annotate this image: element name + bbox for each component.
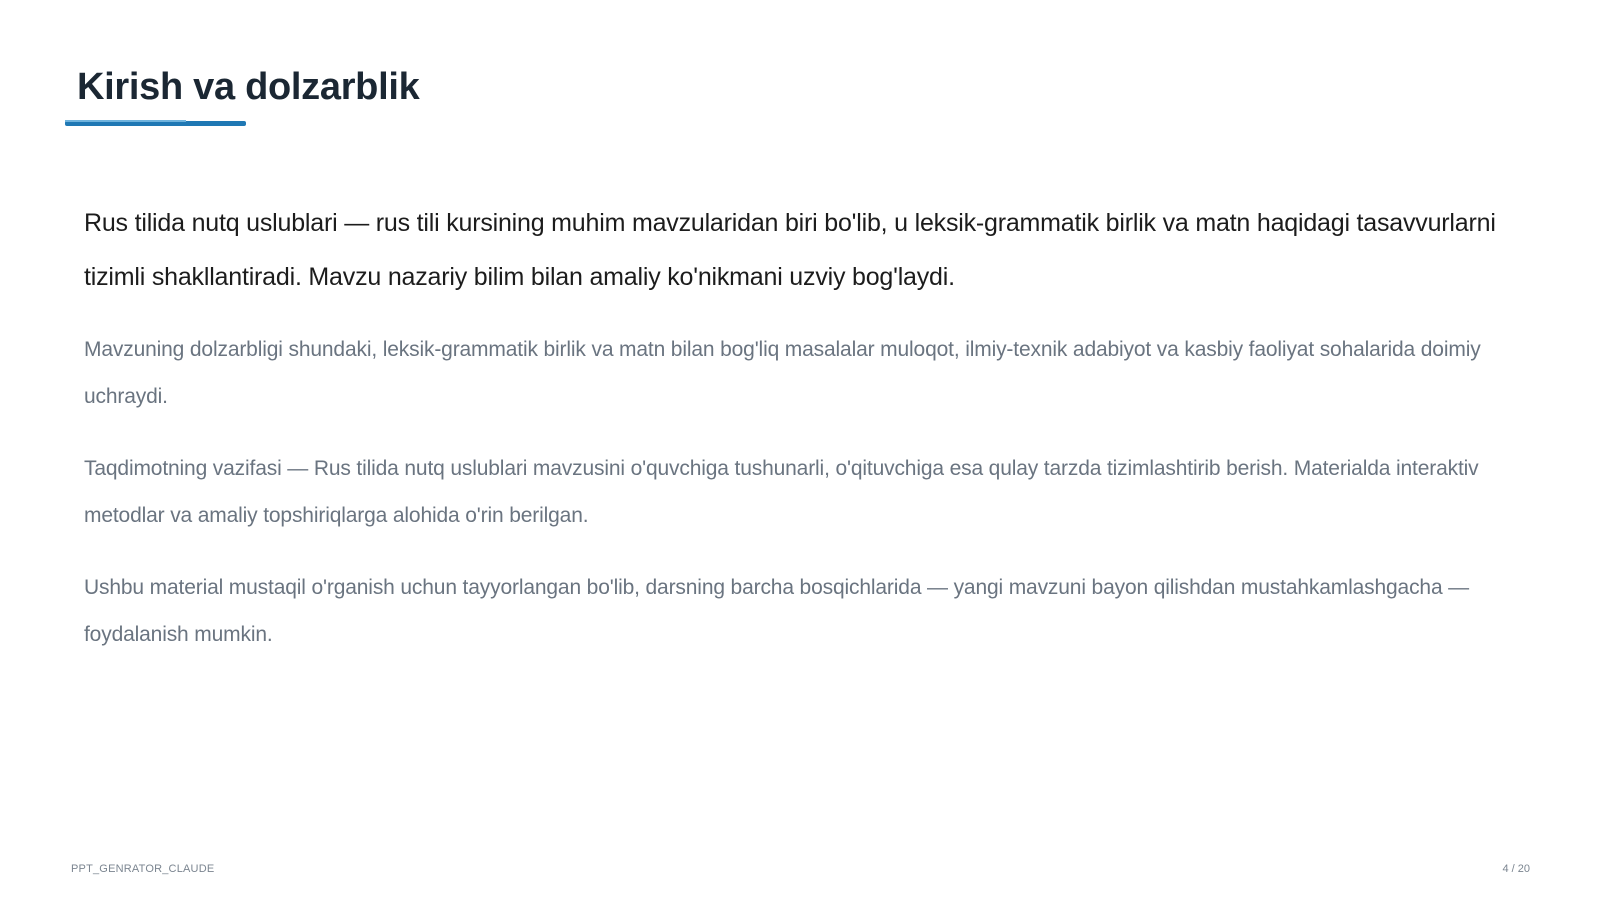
page-number: 4 / 20: [1502, 863, 1530, 875]
body-paragraph-usage: Ushbu material mustaqil o'rganish uchun tayyorlangan bo'lib, darsning barcha bosqichlarida — yangi mavzuni bayon qilishdan mustahkamlashgacha — foydalanish mumkin.: [84, 576, 1470, 646]
footer-source-label: PPT_GENRATOR_CLAUDE: [71, 863, 215, 875]
body-paragraph-relevance: Mavzuning dolzarbligi shundaki, leksik-grammatik birlik va matn bilan bog'liq masalalar muloqot, ilmiy-texnik adabiyot va kasbiy faoliyat sohalarida doimiy uchraydi.: [84, 338, 1481, 408]
lead-paragraph: Rus tilida nutq uslublari — rus tili kursining muhim mavzularidan biri bo'lib, u leksik-grammatik birlik va matn haqidagi tasavvurlarni tizimli shakllantiradi. Mavzu nazariy bilim bilan amaliy ko'nikmani uzviy bog'laydi.: [84, 209, 1496, 291]
slide-content: [84, 196, 1504, 683]
title-underline-highlight: [65, 120, 186, 122]
slide-title: Kirish va dolzarblik: [77, 66, 420, 108]
body-paragraph-purpose: Taqdimotning vazifasi — Rus tilida nutq uslublari mavzusini o'quvchiga tushunarli, o'qituvchiga esa qulay tarzda tizimlashtirib berish. Materialda interaktiv metodlar va amaliy topshiriqlarga alohida o'rin berilgan.: [84, 457, 1479, 527]
